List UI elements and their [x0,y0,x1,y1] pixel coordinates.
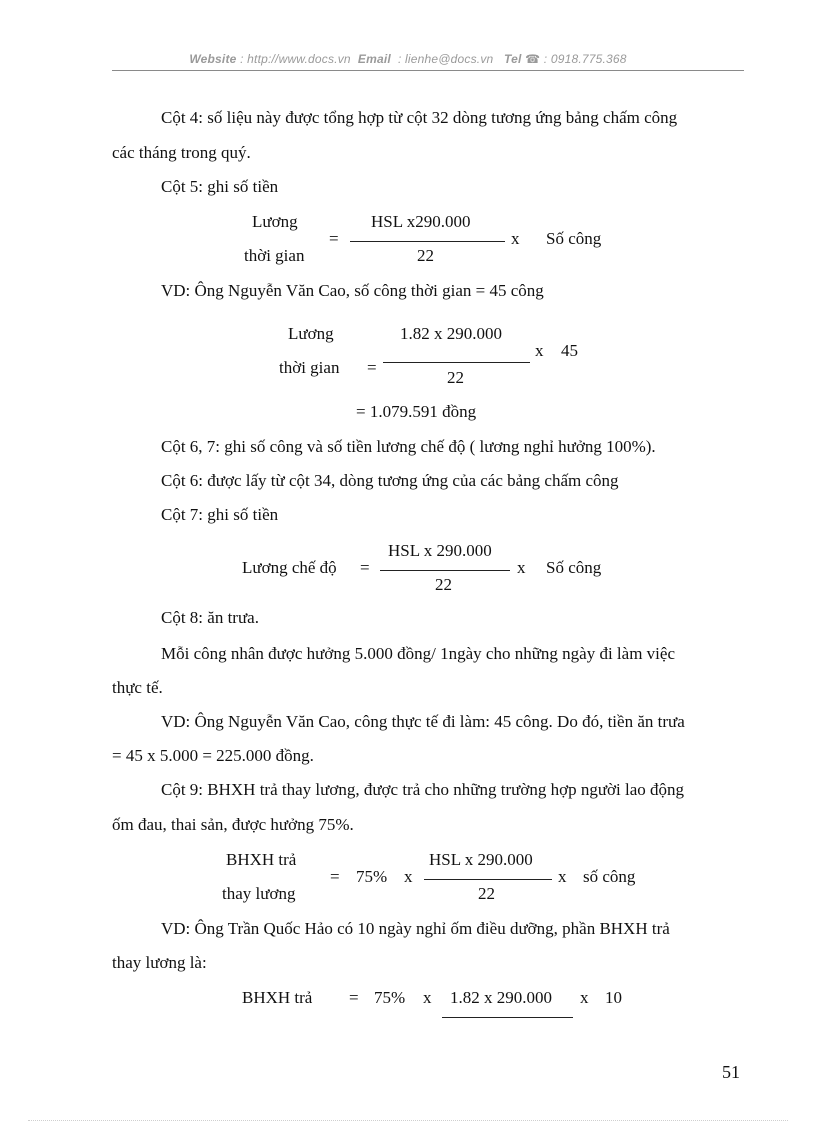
formula2-equals: = [367,358,377,377]
example-tran-quoc-hao-line1: VD: Ông Trần Quốc Hảo có 10 ngày nghỉ ốm điều dưỡng, phần BHXH trả [161,919,670,938]
formula1-fraction-bar [350,241,505,242]
formula1-lhs-line2: thời gian [244,246,305,265]
formula2-rhs: 45 [561,341,578,360]
email-label: Email [357,52,391,66]
formula2-result: = 1.079.591 đồng [356,402,477,421]
formula5-equals: = [349,988,359,1007]
formula2-lhs-line1: Lương [288,324,334,343]
formula2-fraction-bar [383,362,530,363]
formula4-equals: = [330,867,340,886]
formula2-lhs-line2: thời gian [279,358,340,377]
website-label: Website [189,52,237,66]
phone-icon: ☎ [525,52,541,66]
formula3-fraction-bar [380,570,510,571]
footer-divider [28,1120,788,1121]
page-header [0,52,816,66]
formula4-numerator: HSL x 290.000 [429,850,533,869]
formula1-numerator: HSL x290.000 [371,212,471,231]
paragraph-cot8: Cột 8: ăn trưa. [161,608,259,627]
formula5-percent: 75% [374,988,406,1007]
formula3-equals: = [360,558,370,577]
formula4-percent: 75% [356,867,388,886]
formula4-rhs: số công [583,867,636,886]
formula1-times: x [511,229,520,248]
formula4-lhs-line2: thay lương [222,884,296,903]
example-tran-quoc-hao-line2: thay lương là: [112,953,207,972]
formula1-lhs-line1: Lương [252,212,298,231]
paragraph-cot6: Cột 6: được lấy từ cột 34, dòng tương ứng của các bảng chấm công [161,471,619,490]
formula3-rhs: Số công [546,558,602,577]
formula1-rhs: Số công [546,229,602,248]
formula3-times: x [517,558,526,577]
example-an-trua-line1: VD: Ông Nguyễn Văn Cao, công thực tế đi làm: 45 công. Do đó, tiền ăn trưa [161,712,685,731]
formula5-fraction-bar [442,1017,573,1018]
formula4-times2: x [558,867,567,886]
formula5-lhs: BHXH trả [242,988,313,1007]
formula1-equals: = [329,229,339,248]
formula5-rhs: 10 [605,988,622,1007]
formula5-numerator: 1.82 x 290.000 [450,988,552,1007]
paragraph-cot9-line1: Cột 9: BHXH trả thay lương, được trả cho những trường hợp người lao động [161,780,685,799]
page-number: 51 [722,1062,740,1082]
formula5-times1: x [423,988,432,1007]
formula2-times: x [535,341,544,360]
header-divider [112,70,744,71]
formula4-lhs-line1: BHXH trả [226,850,297,869]
website-url: : http://www.docs.vn [240,52,351,66]
paragraph-cot6-7: Cột 6, 7: ghi số công và số tiền lương chế độ ( lương nghỉ hưởng 100%). [161,437,656,456]
formula3-denominator: 22 [435,575,452,594]
email-value: : lienhe@docs.vn [397,52,494,66]
paragraph-cot4-line2: các tháng trong quý. [112,143,251,162]
formula4-denominator: 22 [478,884,495,903]
tel-label: Tel [504,52,522,66]
paragraph-an-trua-line1: Mỗi công nhân được hưởng 5.000 đồng/ 1ngày cho những ngày đi làm việc [161,644,675,663]
paragraph-cot9-line2: ốm đau, thai sản, được hưởng 75%. [112,815,354,834]
formula1-denominator: 22 [417,246,434,265]
formula2-denominator: 22 [447,368,464,387]
paragraph-cot5: Cột 5: ghi số tiền [161,177,279,196]
formula3-numerator: HSL x 290.000 [388,541,492,560]
example-an-trua-line2: = 45 x 5.000 = 225.000 đồng. [112,746,314,765]
example-nguyen-van-cao: VD: Ông Nguyễn Văn Cao, số công thời gian = 45 công [161,281,544,300]
formula2-numerator: 1.82 x 290.000 [400,324,502,343]
paragraph-cot7: Cột 7: ghi số tiền [161,505,279,524]
paragraph-an-trua-line2: thực tế. [112,678,163,697]
formula5-times2: x [580,988,589,1007]
paragraph-cot4-line1: Cột 4: số liệu này được tổng hợp từ cột 32 dòng tương ứng bảng chấm công [161,108,678,127]
formula4-fraction-bar [424,879,552,880]
tel-value: : 0918.775.368 [543,52,627,66]
formula4-times1: x [404,867,413,886]
formula3-lhs: Lương chế độ [242,558,337,577]
